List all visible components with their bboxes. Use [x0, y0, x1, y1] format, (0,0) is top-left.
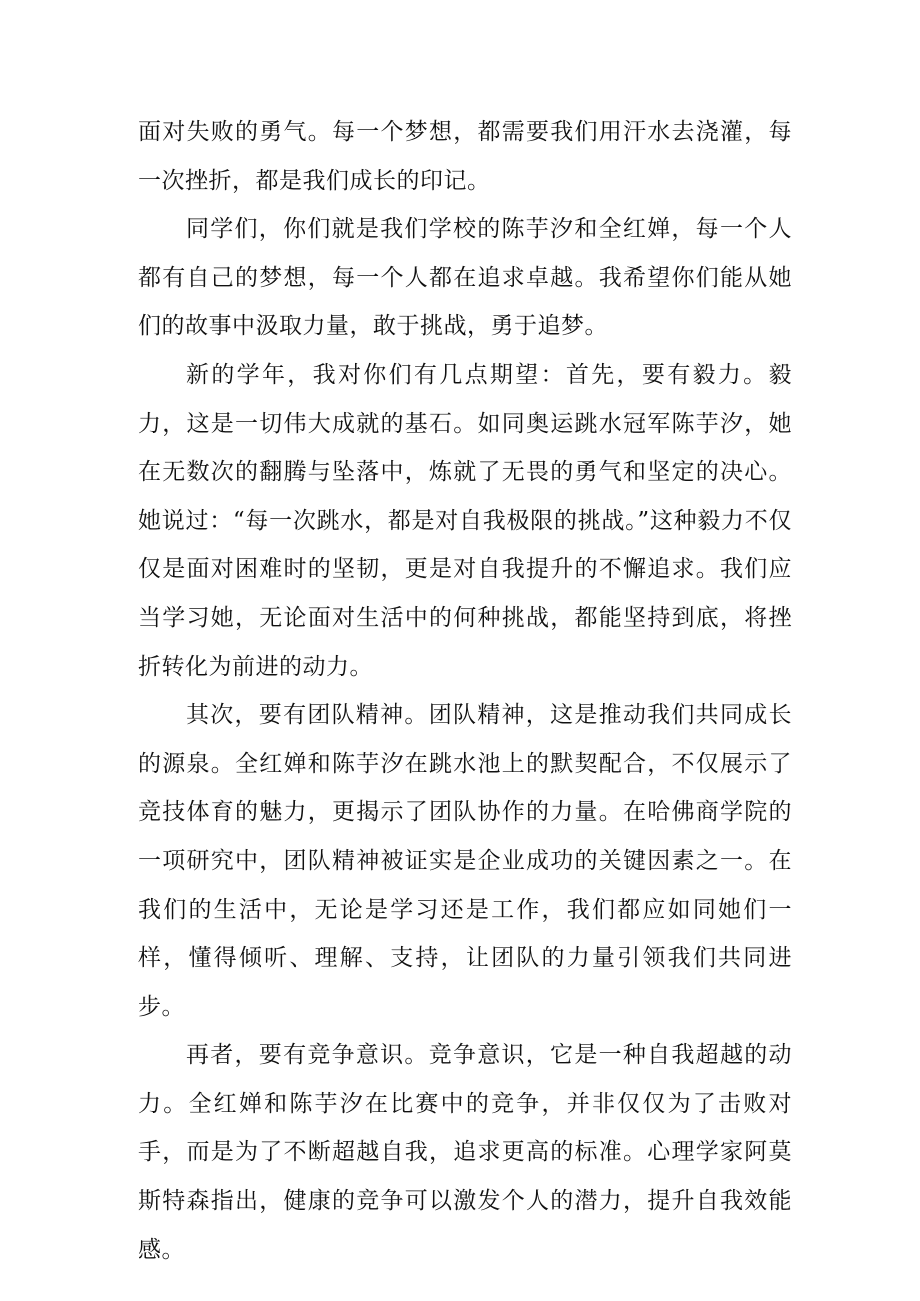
paragraph-4: 其次，要有团队精神。团队精神，这是推动我们共同成长的源泉。全红婵和陈芋汐在跳水池上的默契配合，不仅展示了竞技体育的魅力，更揭示了团队协作的力量。在哈佛商学院的一项研究中，团队精神被证实是企业成功的关键因素之一。在我们的生活中，无论是学习还是工作，我们都应如同她们一样，懂得倾听、理解、支持，让团队的力量引领我们共同进步。: [138, 702, 792, 1020]
paragraph-5: 再者，要有竞争意识。竞争意识，它是一种自我超越的动力。全红婵和陈芋汐在比赛中的竞争，并非仅仅为了击败对手，而是为了不断超越自我，追求更高的标准。心理学家阿莫斯特森指出，健康的竞争可以激发个人的潜力，提升自我效能感。: [138, 1042, 792, 1263]
paragraph-3: 新的学年，我对你们有几点期望：首先，要有毅力。毅力，这是一切伟大成就的基石。如同奥运跳水冠军陈芋汐，她在无数次的翻腾与坠落中，炼就了无畏的勇气和坚定的决心。她说过：“每一次跳水，都是对自我极限的挑战。”这种毅力不仅仅是面对困难时的坚韧，更是对自我提升的不懈追求。我们应当学习她，无论面对生活中的何种挑战，都能坚持到底，将挫折转化为前进的动力。: [138, 361, 792, 680]
paragraph-1: 面对失败的勇气。每一个梦想，都需要我们用汗水去浇灌，每一次挫折，都是我们成长的印记。: [138, 119, 792, 194]
paragraph-2: 同学们，你们就是我们学校的陈芋汐和全红婵，每一个人都有自己的梦想，每一个人都在追求卓越。我希望你们能从她们的故事中汲取力量，敢于挑战，勇于追梦。: [138, 216, 792, 340]
document-body: [138, 108, 792, 1274]
